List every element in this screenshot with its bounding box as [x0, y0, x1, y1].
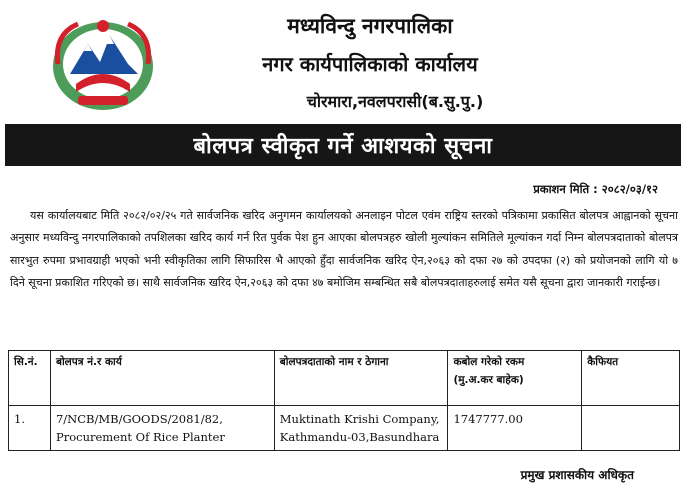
table-header-row — [9, 351, 680, 406]
municipality-emblem-icon — [48, 14, 158, 114]
cell-amount: 1747777.00 — [448, 406, 582, 451]
notice-title-banner — [5, 124, 681, 166]
office-address: चोरमारा,नवलपरासी(ब.सु.पु.) — [306, 92, 484, 111]
publication-date: प्रकाशन मिति : २०८२/०३/१२ — [533, 182, 658, 196]
cell-bidder — [274, 406, 448, 451]
office-name: नगर कार्यपालिकाको कार्यालय — [262, 52, 478, 76]
cell-remarks — [582, 406, 680, 451]
table-row — [9, 406, 680, 451]
cell-bidder-line1: Muktinath Krishi Company, — [279, 412, 440, 426]
notice-body: यस कार्यालयबाट मिति २०८२/०२/२५ गते सार्वजनिक खरिद अनुगमन कार्यालयको अनलाइन पोटल एवंम राष्ट्रिय स्तरको पत्रिकामा प्रकासित बोलपत्र आह्वानको सूचना अनुसार मध्यविन्दु नगरपालिकाको तपशिलका खरिद कार्य गर्न रित पुर्वक पेश हुन आएका बोलपत्रहरु खोली मुल्यांकन समितिले मूल्यांकन गर्दा निम्न बोलपत्रदाताको बोलपत्र सारभुत रुपमा प्रभावग्राही भएको भनी स्वीकृतिका लागि सिफारिस भै आएको हुँदा सार्वजनिक खरिद ऐन,२०६३ को दफा २७ को उपदफा (२) को प्रयोजनको लागि यो ७ दिने सूचना प्रकाशित गरिएको छ। साथै सार्वजनिक खरिद ऐन,२०६३ को दफा ४७ बमोजिम सम्बन्धित सबै बोलपत्रदाताहरुलाई समेत यसै सूचना द्वारा जानकारी गराईन्छ। — [10, 209, 678, 290]
notice-title: बोलपत्र स्वीकृत गर्ने आशयको सूचना — [193, 134, 493, 159]
cell-work — [50, 406, 274, 451]
header-work: बोलपत्र नं.र कार्य — [50, 351, 274, 406]
organization-name: मध्यविन्दु नगरपालिका — [287, 14, 453, 38]
cell-work-line1: 7/NCB/MB/GOODS/2081/82, — [55, 412, 223, 426]
cell-sn: 1. — [9, 406, 51, 451]
header-amount-label: कबोल गरेको रकम — [453, 356, 525, 368]
signature-title: प्रमुख प्रशासकीय अधिकृत — [520, 468, 634, 482]
header-amount — [448, 351, 582, 406]
header-amount-sublabel: (मु.अ.कर बाहेक) — [453, 374, 524, 386]
bid-table — [8, 350, 680, 451]
header-bidder: बोलपत्रदाताको नाम र ठेगाना — [274, 351, 448, 406]
cell-bidder-line2: Kathmandu-03,Basundhara — [279, 430, 440, 444]
header-sn: सि.नं. — [9, 351, 51, 406]
cell-work-line2: Procurement Of Rice Planter — [55, 430, 225, 444]
header-remarks: कैफियत — [582, 351, 680, 406]
